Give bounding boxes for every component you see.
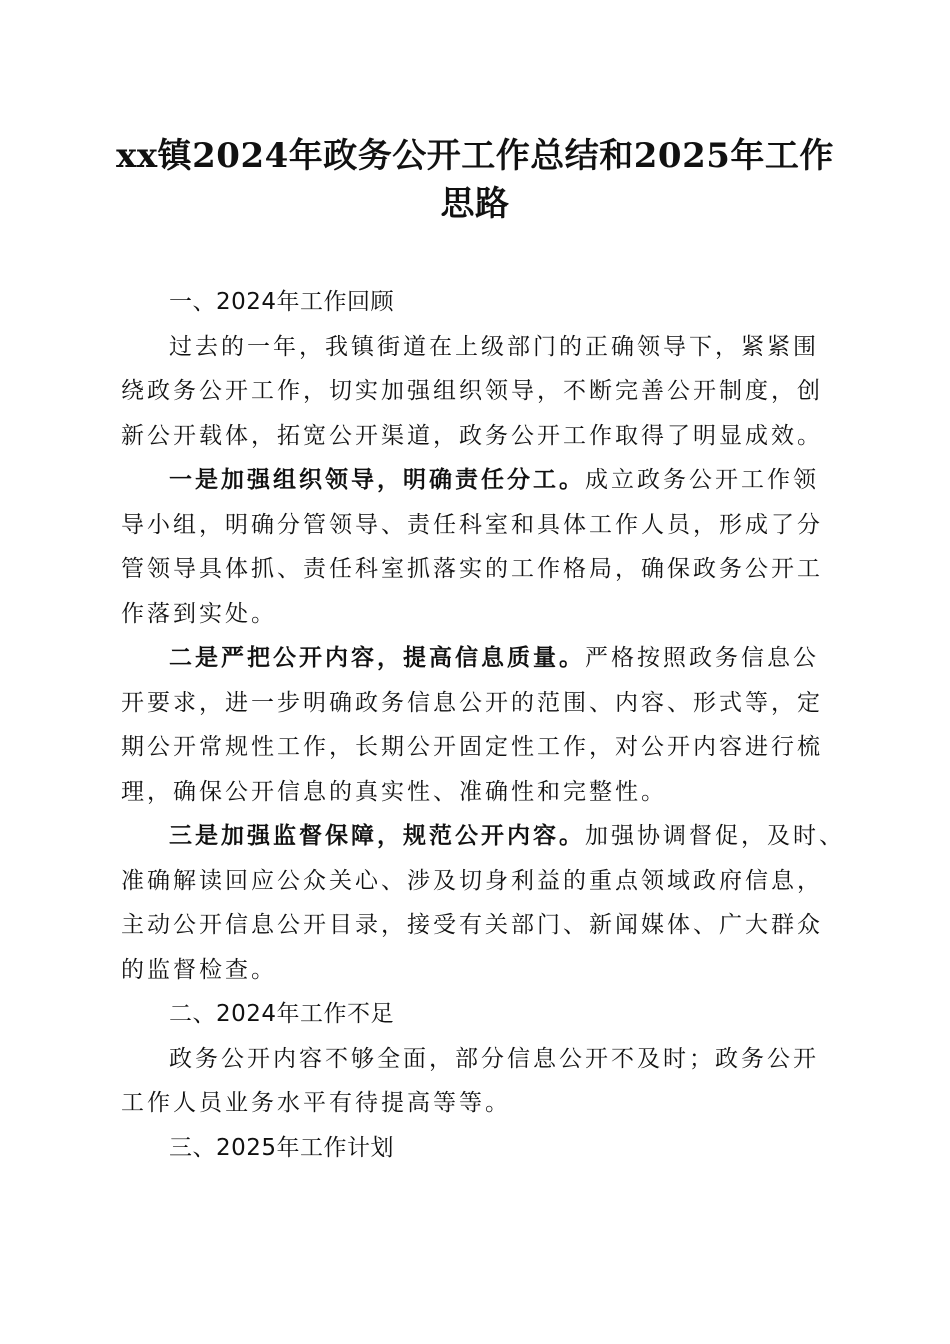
point-1-first-line	[121, 458, 831, 503]
section-heading-plan: 三、2025年工作计划	[169, 1134, 395, 1161]
paragraph-line: 新公开载体，拓宽公开渠道，政务公开工作取得了明显成效。	[121, 422, 823, 449]
section-heading-review: 一、2024年工作回顾	[169, 289, 395, 315]
paragraph-line: 准确解读回应公众关心、涉及切身利益的重点领域政府信息，	[121, 867, 823, 894]
section-heading-shortcomings: 二、2024年工作不足	[169, 1001, 395, 1027]
point-2-first-line	[121, 636, 831, 681]
point-1-text: 成立政务公开工作领	[585, 467, 819, 493]
paragraph-line: 开要求，进一步明确政务信息公开的范围、内容、形式等，定	[121, 689, 823, 716]
document-body	[121, 280, 845, 1170]
paragraph-line: 工作人员业务水平有待提高等等。	[121, 1090, 511, 1116]
document-title	[100, 132, 850, 228]
point-2-lead: 二是严把公开内容，提高信息质量。	[169, 645, 585, 671]
title-line-1: xx镇2024年政务公开工作总结和2025年工作	[116, 136, 834, 176]
paragraph-line: 期公开常规性工作，长期公开固定性工作，对公开内容进行梳	[121, 734, 823, 760]
paragraph-line: 理，确保公开信息的真实性、准确性和完整性。	[121, 778, 667, 805]
paragraph-line: 政务公开内容不够全面，部分信息公开不及时；政务公开	[169, 1045, 819, 1072]
paragraph-line: 绕政务公开工作，切实加强组织领导，不断完善公开制度，创	[121, 378, 823, 404]
paragraph-line: 导小组，明确分管领导、责任科室和具体工作人员，形成了分	[121, 511, 823, 538]
paragraph-line: 作落到实处。	[121, 600, 277, 627]
point-3-text: 加强协调督促，及时、	[585, 823, 845, 849]
point-3-lead: 三是加强监督保障，规范公开内容。	[169, 823, 585, 849]
paragraph-line: 管领导具体抓、责任科室抓落实的工作格局，确保政务公开工	[121, 556, 823, 582]
point-2-text: 严格按照政务信息公	[585, 645, 819, 671]
paragraph-line: 主动公开信息公开目录，接受有关部门、新闻媒体、广大群众	[121, 912, 823, 938]
point-1-lead: 一是加强组织领导，明确责任分工。	[169, 467, 585, 493]
paragraph-line: 的监督检查。	[121, 956, 277, 983]
paragraph-line: 过去的一年，我镇街道在上级部门的正确领导下，紧紧围	[169, 333, 819, 360]
title-line-2: 思路	[440, 184, 510, 224]
point-3-first-line	[121, 814, 845, 859]
